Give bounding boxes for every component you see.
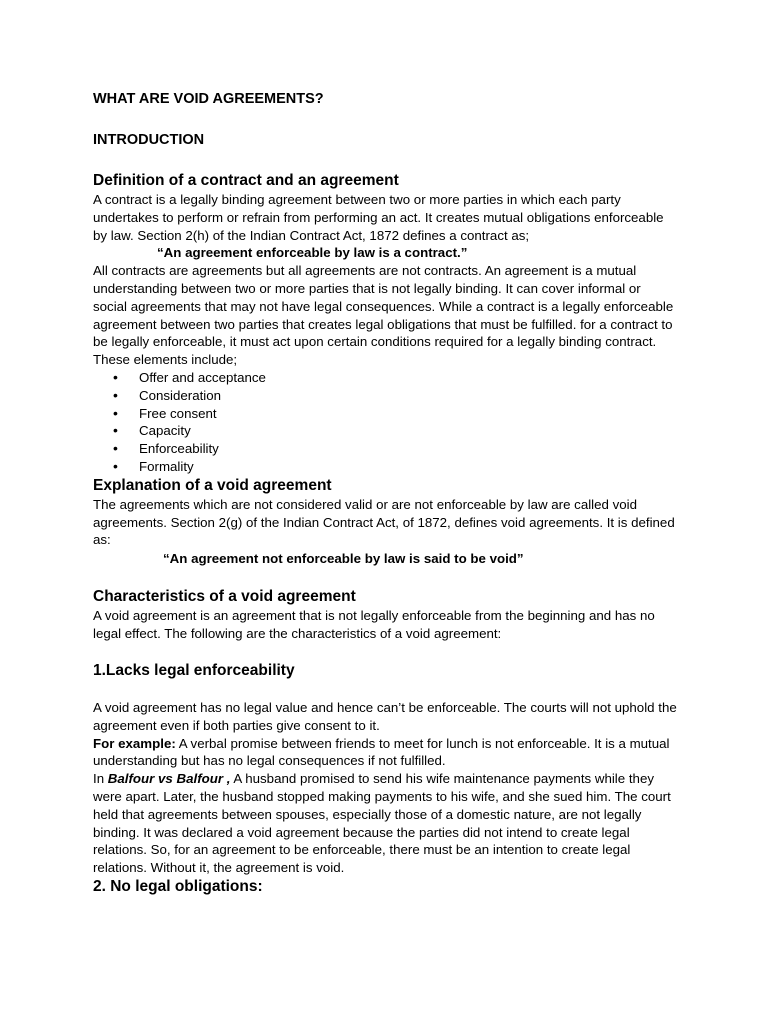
list-item: • Enforceability: [93, 440, 677, 458]
contract-elements-list: [93, 369, 677, 476]
void-explanation-heading: Explanation of a void agreement: [93, 476, 332, 494]
agreement-vs-contract-paragraph: All contracts are agreements but all agreements are not contracts. An agreement is a mutual understanding between two or more parties that is not legally binding. It can cover informal or social agreements that may not have legal consequences. While a contract is a legally enforceable agreement between two parties that creates legal obligations that must be fulfilled. for a contract to be legally enforceable, it must act upon certain conditions required for a legally binding contract. These elements include;: [93, 263, 674, 368]
list-item: • Formality: [93, 458, 677, 476]
section-definition: [93, 171, 677, 549]
definition-paragraph: A contract is a legally binding agreement between two or more parties in which each party undertakes to perform or refrain from performing an act. It creates mutual obligations enforceable by law. Section 2(h) of the Indian Contract Act, 1872 defines a contract as;: [93, 192, 664, 243]
example-label: For example:: [93, 735, 176, 751]
example-paragraph: [93, 735, 677, 771]
list-item: • Consideration: [93, 387, 677, 405]
enforceability-paragraph: A void agreement has no legal value and hence can’t be enforceable. The courts will not uphold the agreement even if both parties give consent to it.: [93, 700, 677, 733]
document-title: WHAT ARE VOID AGREEMENTS?: [93, 91, 324, 107]
section-characteristics: [93, 587, 677, 643]
definition-heading: Definition of a contract and an agreement: [93, 172, 399, 189]
case-paragraph: [93, 770, 677, 877]
case-text: A husband promised to send his wife maintenance payments while they were apart. Later, the husband stopped making payments to his wife, and she sued him. The court held that agreements between spouses, especially those of a domestic nature, are not legally binding. It was declared a void agreement because the parties did not intend to create legal relations. So, for an agreement to be enforceable, there must be an intention to create legal relations. Without it, the agreement is void.: [93, 771, 671, 876]
characteristics-paragraph: A void agreement is an agreement that is not legally enforceable from the beginning and has no legal effect. The following are the characteristics of a void agreement:: [93, 608, 655, 641]
void-explanation-paragraph: The agreements which are not considered valid or are not enforceable by law are called void agreements. Section 2(g) of the Indian Contract Act, of 1872, defines void agreements. It is defined as:: [93, 496, 675, 548]
void-definition-quote: “An agreement not enforceable by law is said to be void”: [163, 551, 524, 566]
list-item: • Free consent: [93, 405, 677, 423]
case-name: Balfour vs Balfour ,: [107, 771, 231, 787]
list-item: • Capacity: [93, 422, 677, 440]
list-item: • Offer and acceptance: [93, 369, 677, 387]
enforceability-heading: 1.Lacks legal enforceability: [93, 662, 295, 679]
introduction-heading: INTRODUCTION: [93, 132, 205, 148]
case-prefix: In: [93, 771, 108, 787]
example-text: A verbal promise between friends to meet for lunch is not enforceable. It is a mutual understanding but has no legal consequences if not fulfilled.: [93, 735, 670, 769]
characteristics-heading: Characteristics of a void agreement: [93, 588, 356, 605]
legal-obligations-heading: 2. No legal obligations:: [93, 877, 263, 895]
contract-definition-quote: “An agreement enforceable by law is a contract.”: [157, 245, 468, 261]
section-enforceability: [93, 699, 677, 897]
